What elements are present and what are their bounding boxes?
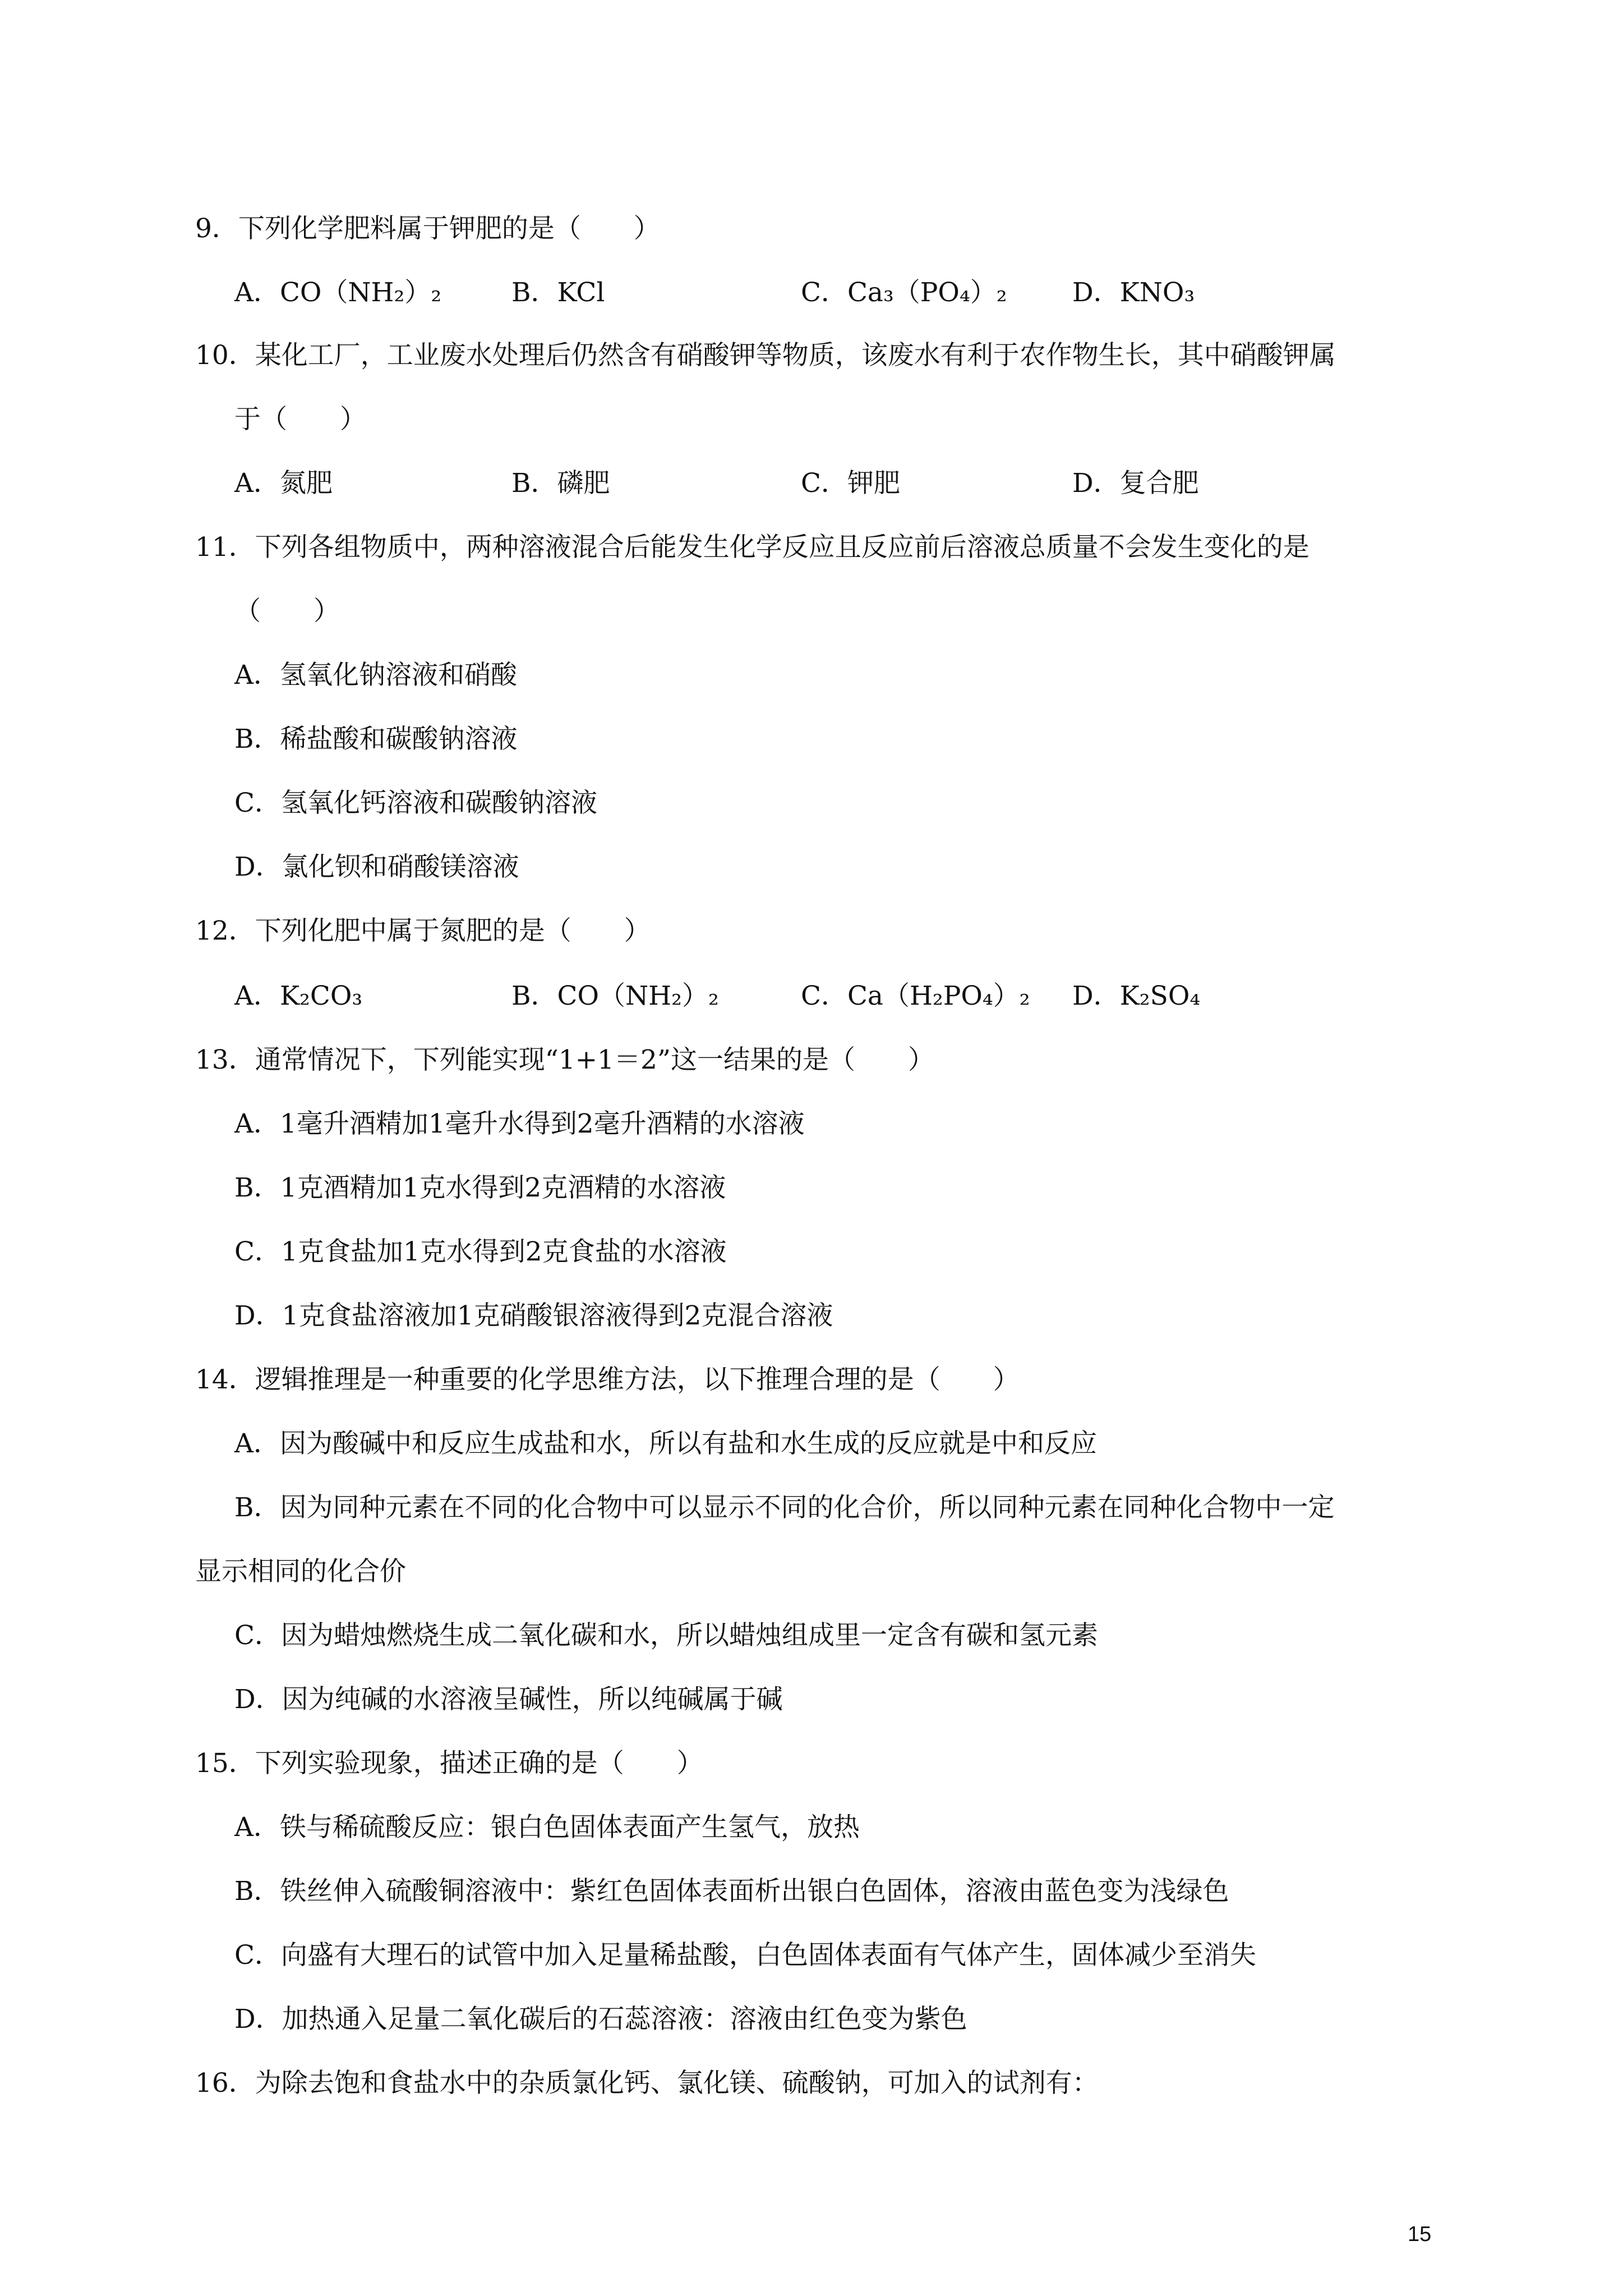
option-c: C．Ca₃（PO₄）₂ — [801, 277, 1007, 308]
question-10-options — [234, 467, 1468, 500]
question-14-option-b-continued: 显示相同的化合价 — [195, 1556, 406, 1587]
question-13-stem: 13．通常情况下，下列能实现“1+1＝2”这一结果的是（ ） — [195, 1045, 934, 1075]
page-number: 15 — [1408, 2223, 1432, 2246]
question-11-option-d: D．氯化钡和硝酸镁溶液 — [234, 852, 519, 882]
question-14-option-a: A．因为酸碱中和反应生成盐和水，所以有盐和水生成的反应就是中和反应 — [234, 1428, 1097, 1459]
option-d: D．K₂SO₄ — [1072, 981, 1201, 1011]
question-13-option-c: C．1克食盐加1克水得到2克食盐的水溶液 — [234, 1236, 727, 1267]
question-10-stem: 10．某化工厂，工业废水处理后仍然含有硝酸钾等物质，该废水有利于农作物生长，其中硝酸钾属 — [195, 340, 1336, 371]
question-12-stem: 12．下列化肥中属于氮肥的是（ ） — [195, 915, 651, 946]
option-b: B．磷肥 — [511, 468, 610, 499]
question-11-option-a: A．氢氧化钠溶液和硝酸 — [234, 660, 517, 691]
question-15-option-b: B．铁丝伸入硫酸铜溶液中：紫红色固体表面析出银白色固体，溶液由蓝色变为浅绿色 — [234, 1876, 1229, 1907]
question-15-option-c: C．向盛有大理石的试管中加入足量稀盐酸，白色固体表面有气体产生，固体减少至消失 — [234, 1940, 1256, 1971]
option-d: D．复合肥 — [1072, 468, 1199, 499]
option-b: B．CO（NH₂）₂ — [511, 981, 719, 1011]
question-14-option-d: D．因为纯碱的水溶液呈碱性，所以纯碱属于碱 — [234, 1684, 783, 1715]
question-14-stem: 14．逻辑推理是一种重要的化学思维方法，以下推理合理的是（ ） — [195, 1364, 1020, 1395]
option-a: A．CO（NH₂）₂ — [234, 277, 442, 308]
option-c: C．Ca（H₂PO₄）₂ — [801, 981, 1030, 1011]
question-11-option-c: C．氢氧化钙溶液和碳酸钠溶液 — [234, 788, 597, 818]
question-16-stem: 16．为除去饱和食盐水中的杂质氯化钙、氯化镁、硫酸钠，可加入的试剂有： — [195, 2068, 1099, 2099]
option-b: B．KCl — [511, 277, 605, 308]
question-11-stem-continued: （ ） — [234, 596, 340, 627]
question-10-stem-continued: 于（ ） — [234, 404, 366, 435]
question-11-stem: 11．下列各组物质中，两种溶液混合后能发生化学反应且反应前后溶液总质量不会发生变化的是 — [195, 532, 1310, 563]
option-a: A．氮肥 — [234, 468, 333, 499]
question-9-options — [234, 276, 1468, 310]
question-9-stem: 9．下列化学肥料属于钾肥的是（ ） — [195, 213, 660, 244]
option-a: A．K₂CO₃ — [234, 981, 363, 1011]
question-15-option-a: A．铁与稀硫酸反应：银白色固体表面产生氢气，放热 — [234, 1812, 860, 1843]
question-15-option-d: D．加热通入足量二氧化碳后的石蕊溶液：溶液由红色变为紫色 — [234, 2004, 967, 2035]
question-13-option-d: D．1克食盐溶液加1克硝酸银溶液得到2克混合溶液 — [234, 1300, 833, 1331]
option-c: C．钾肥 — [801, 468, 900, 499]
question-15-stem: 15．下列实验现象，描述正确的是（ ） — [195, 1748, 703, 1779]
question-13-option-a: A．1毫升酒精加1毫升水得到2毫升酒精的水溶液 — [234, 1108, 805, 1139]
question-14-option-c: C．因为蜡烛燃烧生成二氧化碳和水，所以蜡烛组成里一定含有碳和氢元素 — [234, 1620, 1098, 1651]
option-d: D．KNO₃ — [1072, 277, 1195, 308]
question-14-option-b: B．因为同种元素在不同的化合物中可以显示不同的化合价，所以同种元素在同种化合物中一定 — [234, 1492, 1335, 1523]
question-13-option-b: B．1克酒精加1克水得到2克酒精的水溶液 — [234, 1172, 726, 1203]
question-11-option-b: B．稀盐酸和碳酸钠溶液 — [234, 724, 518, 754]
question-12-options — [234, 979, 1468, 1013]
